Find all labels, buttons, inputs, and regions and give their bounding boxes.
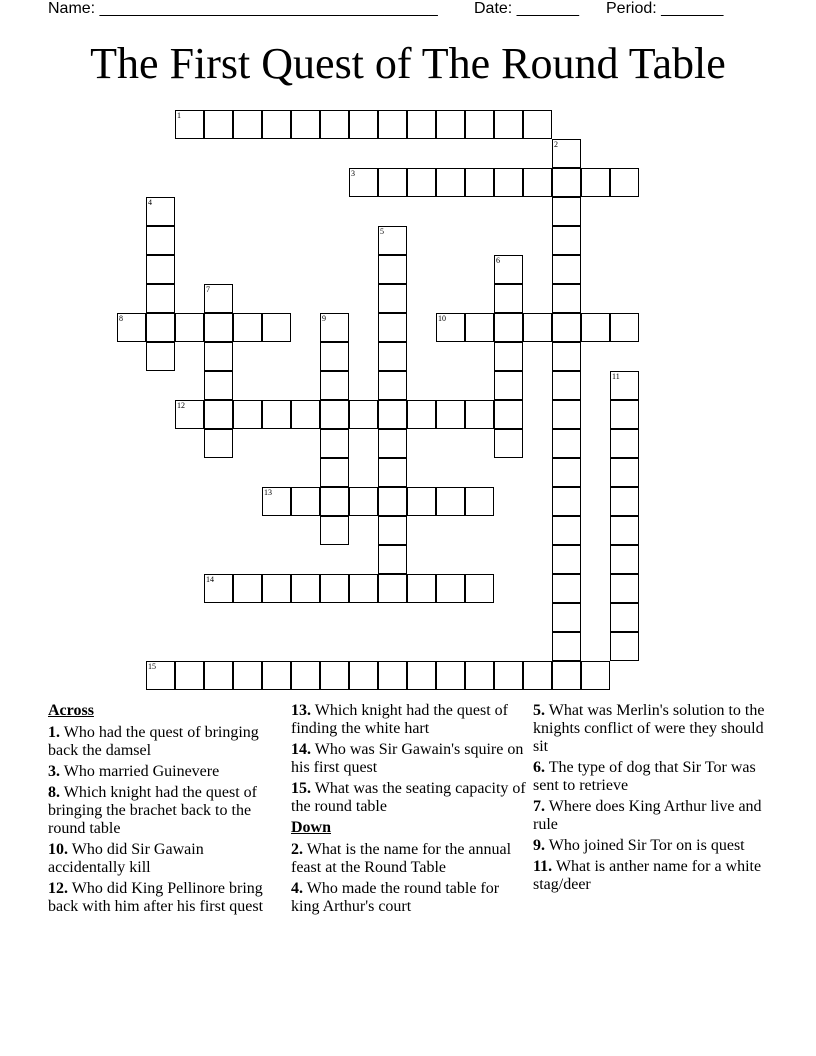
- crossword-cell[interactable]: [552, 168, 581, 197]
- clue-number: 13.: [291, 702, 311, 719]
- clue-across-8: [48, 784, 283, 838]
- crossword-cell[interactable]: [494, 284, 523, 313]
- crossword-cell[interactable]: [552, 429, 581, 458]
- crossword-cell[interactable]: [552, 516, 581, 545]
- name-field[interactable]: Name: ______________________________________: [48, 0, 438, 17]
- clue-text: What was the seating capacity of the round table: [291, 780, 526, 815]
- clue-number: 9.: [533, 837, 545, 854]
- clue-text: What is anther name for a white stag/deer: [533, 858, 762, 893]
- crossword-cell[interactable]: [407, 400, 436, 429]
- clue-down-4: [291, 880, 526, 916]
- crossword-cell[interactable]: [407, 110, 436, 139]
- crossword-cell[interactable]: [204, 313, 233, 342]
- clue-text: The type of dog that Sir Tor was sent to retrieve: [533, 759, 756, 794]
- clue-text: Where does King Arthur live and rule: [533, 798, 762, 833]
- crossword-cell[interactable]: [378, 487, 407, 516]
- crossword-cell[interactable]: [465, 313, 494, 342]
- cell-number: 15: [148, 662, 156, 671]
- period-field[interactable]: Period: _______: [606, 0, 724, 17]
- crossword-cell[interactable]: [407, 574, 436, 603]
- crossword-cell[interactable]: [378, 458, 407, 487]
- crossword-cell[interactable]: [610, 168, 639, 197]
- crossword-cell[interactable]: [175, 313, 204, 342]
- crossword-cell[interactable]: [610, 400, 639, 429]
- crossword-cell[interactable]: [262, 487, 291, 516]
- crossword-cell[interactable]: [233, 110, 262, 139]
- crossword-cell[interactable]: [378, 168, 407, 197]
- crossword-cell[interactable]: [552, 458, 581, 487]
- crossword-cell[interactable]: [552, 226, 581, 255]
- clue-number: 1.: [48, 724, 60, 741]
- clue-down-9: [533, 837, 768, 855]
- clue-text: What is the name for the annual feast at the Round Table: [291, 841, 512, 876]
- crossword-cell[interactable]: [262, 400, 291, 429]
- crossword-cell[interactable]: [146, 284, 175, 313]
- crossword-cell[interactable]: [407, 168, 436, 197]
- crossword-cell[interactable]: [581, 313, 610, 342]
- crossword-cell[interactable]: [378, 516, 407, 545]
- crossword-cell[interactable]: [146, 226, 175, 255]
- clue-across-3: [48, 763, 283, 781]
- crossword-cell[interactable]: [233, 661, 262, 690]
- clue-across-13: [291, 702, 526, 738]
- clues-column-3: [533, 702, 768, 897]
- crossword-cell[interactable]: [320, 371, 349, 400]
- crossword-cell[interactable]: [552, 545, 581, 574]
- cell-number: 4: [148, 198, 152, 207]
- crossword-cell[interactable]: [204, 400, 233, 429]
- crossword-cell[interactable]: [494, 429, 523, 458]
- clue-number: 10.: [48, 841, 68, 858]
- clue-down-6: [533, 759, 768, 795]
- cell-number: 5: [380, 227, 384, 236]
- crossword-cell[interactable]: [204, 574, 233, 603]
- crossword-cell[interactable]: [610, 603, 639, 632]
- clues-column-1: [48, 702, 283, 919]
- crossword-cell[interactable]: [378, 284, 407, 313]
- cell-number: 13: [264, 488, 272, 497]
- crossword-cell[interactable]: [291, 661, 320, 690]
- crossword-cell[interactable]: [378, 226, 407, 255]
- crossword-cell[interactable]: [204, 342, 233, 371]
- clue-text: Which knight had the quest of finding the white hart: [291, 702, 508, 737]
- clue-down-11: [533, 858, 768, 894]
- crossword-cell[interactable]: [436, 400, 465, 429]
- clue-text: Who married Guinevere: [60, 763, 220, 780]
- crossword-cell[interactable]: [349, 487, 378, 516]
- crossword-cell[interactable]: [552, 139, 581, 168]
- crossword-cell[interactable]: [610, 632, 639, 661]
- crossword-cell[interactable]: [523, 313, 552, 342]
- date-field[interactable]: Date: _______: [474, 0, 579, 17]
- crossword-cell[interactable]: [523, 661, 552, 690]
- crossword-cell[interactable]: [465, 168, 494, 197]
- crossword-cell[interactable]: [436, 661, 465, 690]
- clue-across-12: [48, 880, 283, 916]
- clue-text: What was Merlin's solution to the knights conflict of were they should sit: [533, 702, 765, 755]
- crossword-cell[interactable]: [291, 110, 320, 139]
- clue-number: 12.: [48, 880, 68, 897]
- crossword-cell[interactable]: [291, 574, 320, 603]
- crossword-cell[interactable]: [552, 313, 581, 342]
- crossword-cell[interactable]: [378, 342, 407, 371]
- crossword-cell[interactable]: [523, 168, 552, 197]
- crossword-cell[interactable]: [610, 545, 639, 574]
- crossword-cell[interactable]: [610, 574, 639, 603]
- crossword-cell[interactable]: [320, 110, 349, 139]
- crossword-cell[interactable]: [552, 255, 581, 284]
- crossword-cell[interactable]: [320, 342, 349, 371]
- crossword-cell[interactable]: [581, 661, 610, 690]
- crossword-cell[interactable]: [610, 487, 639, 516]
- crossword-cell[interactable]: [494, 661, 523, 690]
- crossword-cell[interactable]: [494, 371, 523, 400]
- clues-column-2: [291, 702, 526, 919]
- crossword-cell[interactable]: [175, 661, 204, 690]
- crossword-cell[interactable]: [378, 429, 407, 458]
- clue-number: 4.: [291, 880, 303, 897]
- crossword-cell[interactable]: [494, 168, 523, 197]
- crossword-cell[interactable]: [320, 313, 349, 342]
- crossword-cell[interactable]: [233, 574, 262, 603]
- clue-down-2: [291, 841, 526, 877]
- crossword-cell[interactable]: [378, 545, 407, 574]
- crossword-cell[interactable]: [204, 284, 233, 313]
- crossword-cell[interactable]: [610, 429, 639, 458]
- crossword-cell[interactable]: [146, 313, 175, 342]
- clue-number: 15.: [291, 780, 311, 797]
- clue-text: Who had the quest of bringing back the damsel: [48, 724, 259, 759]
- clue-text: Who made the round table for king Arthur's court: [291, 880, 500, 915]
- crossword-cell[interactable]: [494, 255, 523, 284]
- crossword-cell[interactable]: [291, 487, 320, 516]
- clue-number: 14.: [291, 741, 311, 758]
- crossword-cell[interactable]: [552, 632, 581, 661]
- crossword-cell[interactable]: [494, 342, 523, 371]
- crossword-cell[interactable]: [175, 110, 204, 139]
- crossword-cell[interactable]: [204, 429, 233, 458]
- clue-across-10: [48, 841, 283, 877]
- clue-number: 8.: [48, 784, 60, 801]
- crossword-cell[interactable]: [465, 487, 494, 516]
- clue-text: Who joined Sir Tor on is quest: [545, 837, 745, 854]
- page-title: The First Quest of The Round Table: [90, 39, 726, 88]
- crossword-cell[interactable]: [465, 110, 494, 139]
- crossword-cell[interactable]: [175, 400, 204, 429]
- crossword-cell[interactable]: [349, 168, 378, 197]
- clue-across-14: [291, 741, 526, 777]
- crossword-cell[interactable]: [320, 487, 349, 516]
- crossword-cell[interactable]: [610, 516, 639, 545]
- crossword-cell[interactable]: [262, 313, 291, 342]
- down-heading: Down: [291, 819, 332, 836]
- crossword-cell[interactable]: [378, 371, 407, 400]
- crossword-cell[interactable]: [494, 400, 523, 429]
- clue-text: Which knight had the quest of bringing the brachet back to the round table: [48, 784, 257, 837]
- crossword-cell[interactable]: [407, 487, 436, 516]
- clue-down-5: [533, 702, 768, 756]
- crossword-cell[interactable]: [146, 661, 175, 690]
- crossword-cell[interactable]: [146, 342, 175, 371]
- crossword-cell[interactable]: [552, 487, 581, 516]
- clue-down-7: [533, 798, 768, 834]
- crossword-cell[interactable]: [552, 661, 581, 690]
- crossword-cell[interactable]: [349, 400, 378, 429]
- cell-number: 12: [177, 401, 185, 410]
- crossword-cell[interactable]: [233, 313, 262, 342]
- crossword-cell[interactable]: [262, 661, 291, 690]
- crossword-cell[interactable]: [349, 574, 378, 603]
- crossword-cell[interactable]: [610, 313, 639, 342]
- crossword-cell[interactable]: [262, 110, 291, 139]
- clue-text: Who did King Pellinore bring back with him after his first quest: [48, 880, 264, 915]
- crossword-cell[interactable]: [349, 661, 378, 690]
- crossword-cell[interactable]: [552, 603, 581, 632]
- crossword-cell[interactable]: [378, 400, 407, 429]
- cell-number: 8: [119, 314, 123, 323]
- crossword-cell[interactable]: [117, 313, 146, 342]
- crossword-cell[interactable]: [552, 400, 581, 429]
- crossword-cell[interactable]: [320, 516, 349, 545]
- crossword-cell[interactable]: [146, 255, 175, 284]
- crossword-cell[interactable]: [204, 110, 233, 139]
- crossword-cell[interactable]: [436, 313, 465, 342]
- crossword-cell[interactable]: [378, 255, 407, 284]
- crossword-cell[interactable]: [436, 168, 465, 197]
- crossword-cell[interactable]: [378, 110, 407, 139]
- clue-across-15: [291, 780, 526, 816]
- crossword-cell[interactable]: [233, 400, 262, 429]
- crossword-cell[interactable]: [552, 342, 581, 371]
- crossword-cell[interactable]: [320, 429, 349, 458]
- clue-number: 6.: [533, 759, 545, 776]
- cell-number: 6: [496, 256, 500, 265]
- crossword-cell[interactable]: [436, 574, 465, 603]
- crossword-cell[interactable]: [436, 487, 465, 516]
- clue-number: 11.: [533, 858, 553, 875]
- crossword-cell[interactable]: [581, 168, 610, 197]
- crossword-cell[interactable]: [552, 574, 581, 603]
- cell-number: 7: [206, 285, 210, 294]
- clue-text: Who did Sir Gawain accidentally kill: [48, 841, 204, 876]
- crossword-cell[interactable]: [291, 400, 320, 429]
- crossword-cell[interactable]: [436, 110, 465, 139]
- clue-number: 5.: [533, 702, 545, 719]
- crossword-cell[interactable]: [378, 574, 407, 603]
- crossword-cell[interactable]: [465, 400, 494, 429]
- crossword-cell[interactable]: [204, 371, 233, 400]
- crossword-cell[interactable]: [146, 197, 175, 226]
- crossword-cell[interactable]: [349, 110, 378, 139]
- crossword-cell[interactable]: [378, 313, 407, 342]
- cell-number: 2: [554, 140, 558, 149]
- crossword-cell[interactable]: [610, 458, 639, 487]
- crossword-cell[interactable]: [552, 197, 581, 226]
- cell-number: 3: [351, 169, 355, 178]
- clue-text: Who was Sir Gawain's squire on his first quest: [291, 741, 524, 776]
- cell-number: 11: [612, 372, 620, 381]
- crossword-cell[interactable]: [320, 400, 349, 429]
- clue-number: 7.: [533, 798, 545, 815]
- crossword-cell[interactable]: [494, 110, 523, 139]
- crossword-cell[interactable]: [494, 313, 523, 342]
- crossword-cell[interactable]: [320, 661, 349, 690]
- crossword-cell[interactable]: [610, 371, 639, 400]
- clue-number: 3.: [48, 763, 60, 780]
- crossword-cell[interactable]: [465, 574, 494, 603]
- crossword-cell[interactable]: [204, 661, 233, 690]
- cell-number: 1: [177, 111, 181, 120]
- cell-number: 14: [206, 575, 214, 584]
- clue-number: 2.: [291, 841, 303, 858]
- crossword-cell[interactable]: [262, 574, 291, 603]
- cell-number: 9: [322, 314, 326, 323]
- clue-across-1: [48, 724, 283, 760]
- crossword-cell[interactable]: [552, 371, 581, 400]
- cell-number: 10: [438, 314, 446, 323]
- crossword-cell[interactable]: [523, 110, 552, 139]
- crossword-cell[interactable]: [378, 661, 407, 690]
- across-heading: Across: [48, 702, 94, 719]
- crossword-cell[interactable]: [320, 574, 349, 603]
- crossword-cell[interactable]: [552, 284, 581, 313]
- crossword-cell[interactable]: [465, 661, 494, 690]
- crossword-cell[interactable]: [320, 458, 349, 487]
- crossword-cell[interactable]: [407, 661, 436, 690]
